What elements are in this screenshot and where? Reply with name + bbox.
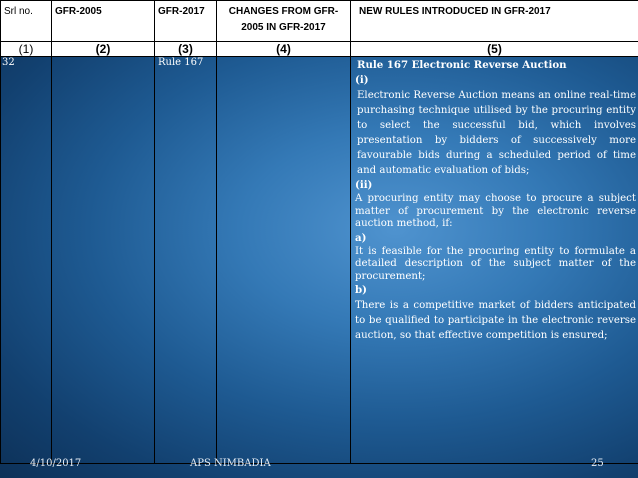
footer-date: 4/10/2017 [30, 458, 82, 469]
header-gfr-2017: GFR-2017 [155, 1, 217, 42]
header-row [1, 1, 638, 42]
table-row [1, 57, 638, 464]
changes-cell [217, 57, 351, 464]
rule-title: Rule 167 Electronic Reverse Auction [357, 59, 567, 71]
srl-cell: 32 [1, 57, 52, 464]
clause-i-text: Electronic Reverse Auction means an online real-time purchasing technique utilised by the procuring entity to select the successful bid, which involves presentation by bidders of successively more favourable bids during a scheduled period of time and automatic evaluation of bids; [357, 90, 636, 176]
header-new-rules: NEW RULES INTRODUCED IN GFR-2017 [351, 1, 638, 42]
gfr2005-cell [52, 57, 155, 464]
column-number-3: (3) [155, 42, 217, 57]
clause-b-text: There is a competitive market of bidders anticipated to be qualified to participate in the electronic reverse auction, so that effective competition is ensured; [355, 300, 636, 341]
column-number-1: (1) [1, 42, 52, 57]
clause-a-text: It is feasible for the procuring entity to formulate a detailed description of the subject matter of the procurement; [355, 245, 636, 282]
header-srl-no: Srl no. [1, 1, 52, 42]
clause-i-label: (i) [355, 74, 369, 86]
column-number-5: (5) [351, 42, 638, 57]
column-number-4: (4) [217, 42, 351, 57]
clause-a-label: a) [355, 231, 367, 244]
footer-page-number: 25 [591, 458, 604, 469]
clause-ii-text: A procuring entity may choose to procure a subject matter of procurement by the electronic reverse auction method, if: [355, 193, 636, 229]
footer-author: APS NIMBADIA [190, 458, 271, 469]
header-changes: CHANGES FROM GFR-2005 IN GFR-2017 [217, 1, 351, 42]
column-number-row [1, 42, 638, 57]
clause-b-label: b) [355, 284, 367, 296]
new-rules-cell [351, 57, 638, 464]
gfr2017-cell: Rule 167 [155, 57, 217, 464]
clause-ii-label: (ii) [355, 179, 373, 191]
header-gfr-2005: GFR-2005 [52, 1, 155, 42]
column-number-2: (2) [52, 42, 155, 57]
